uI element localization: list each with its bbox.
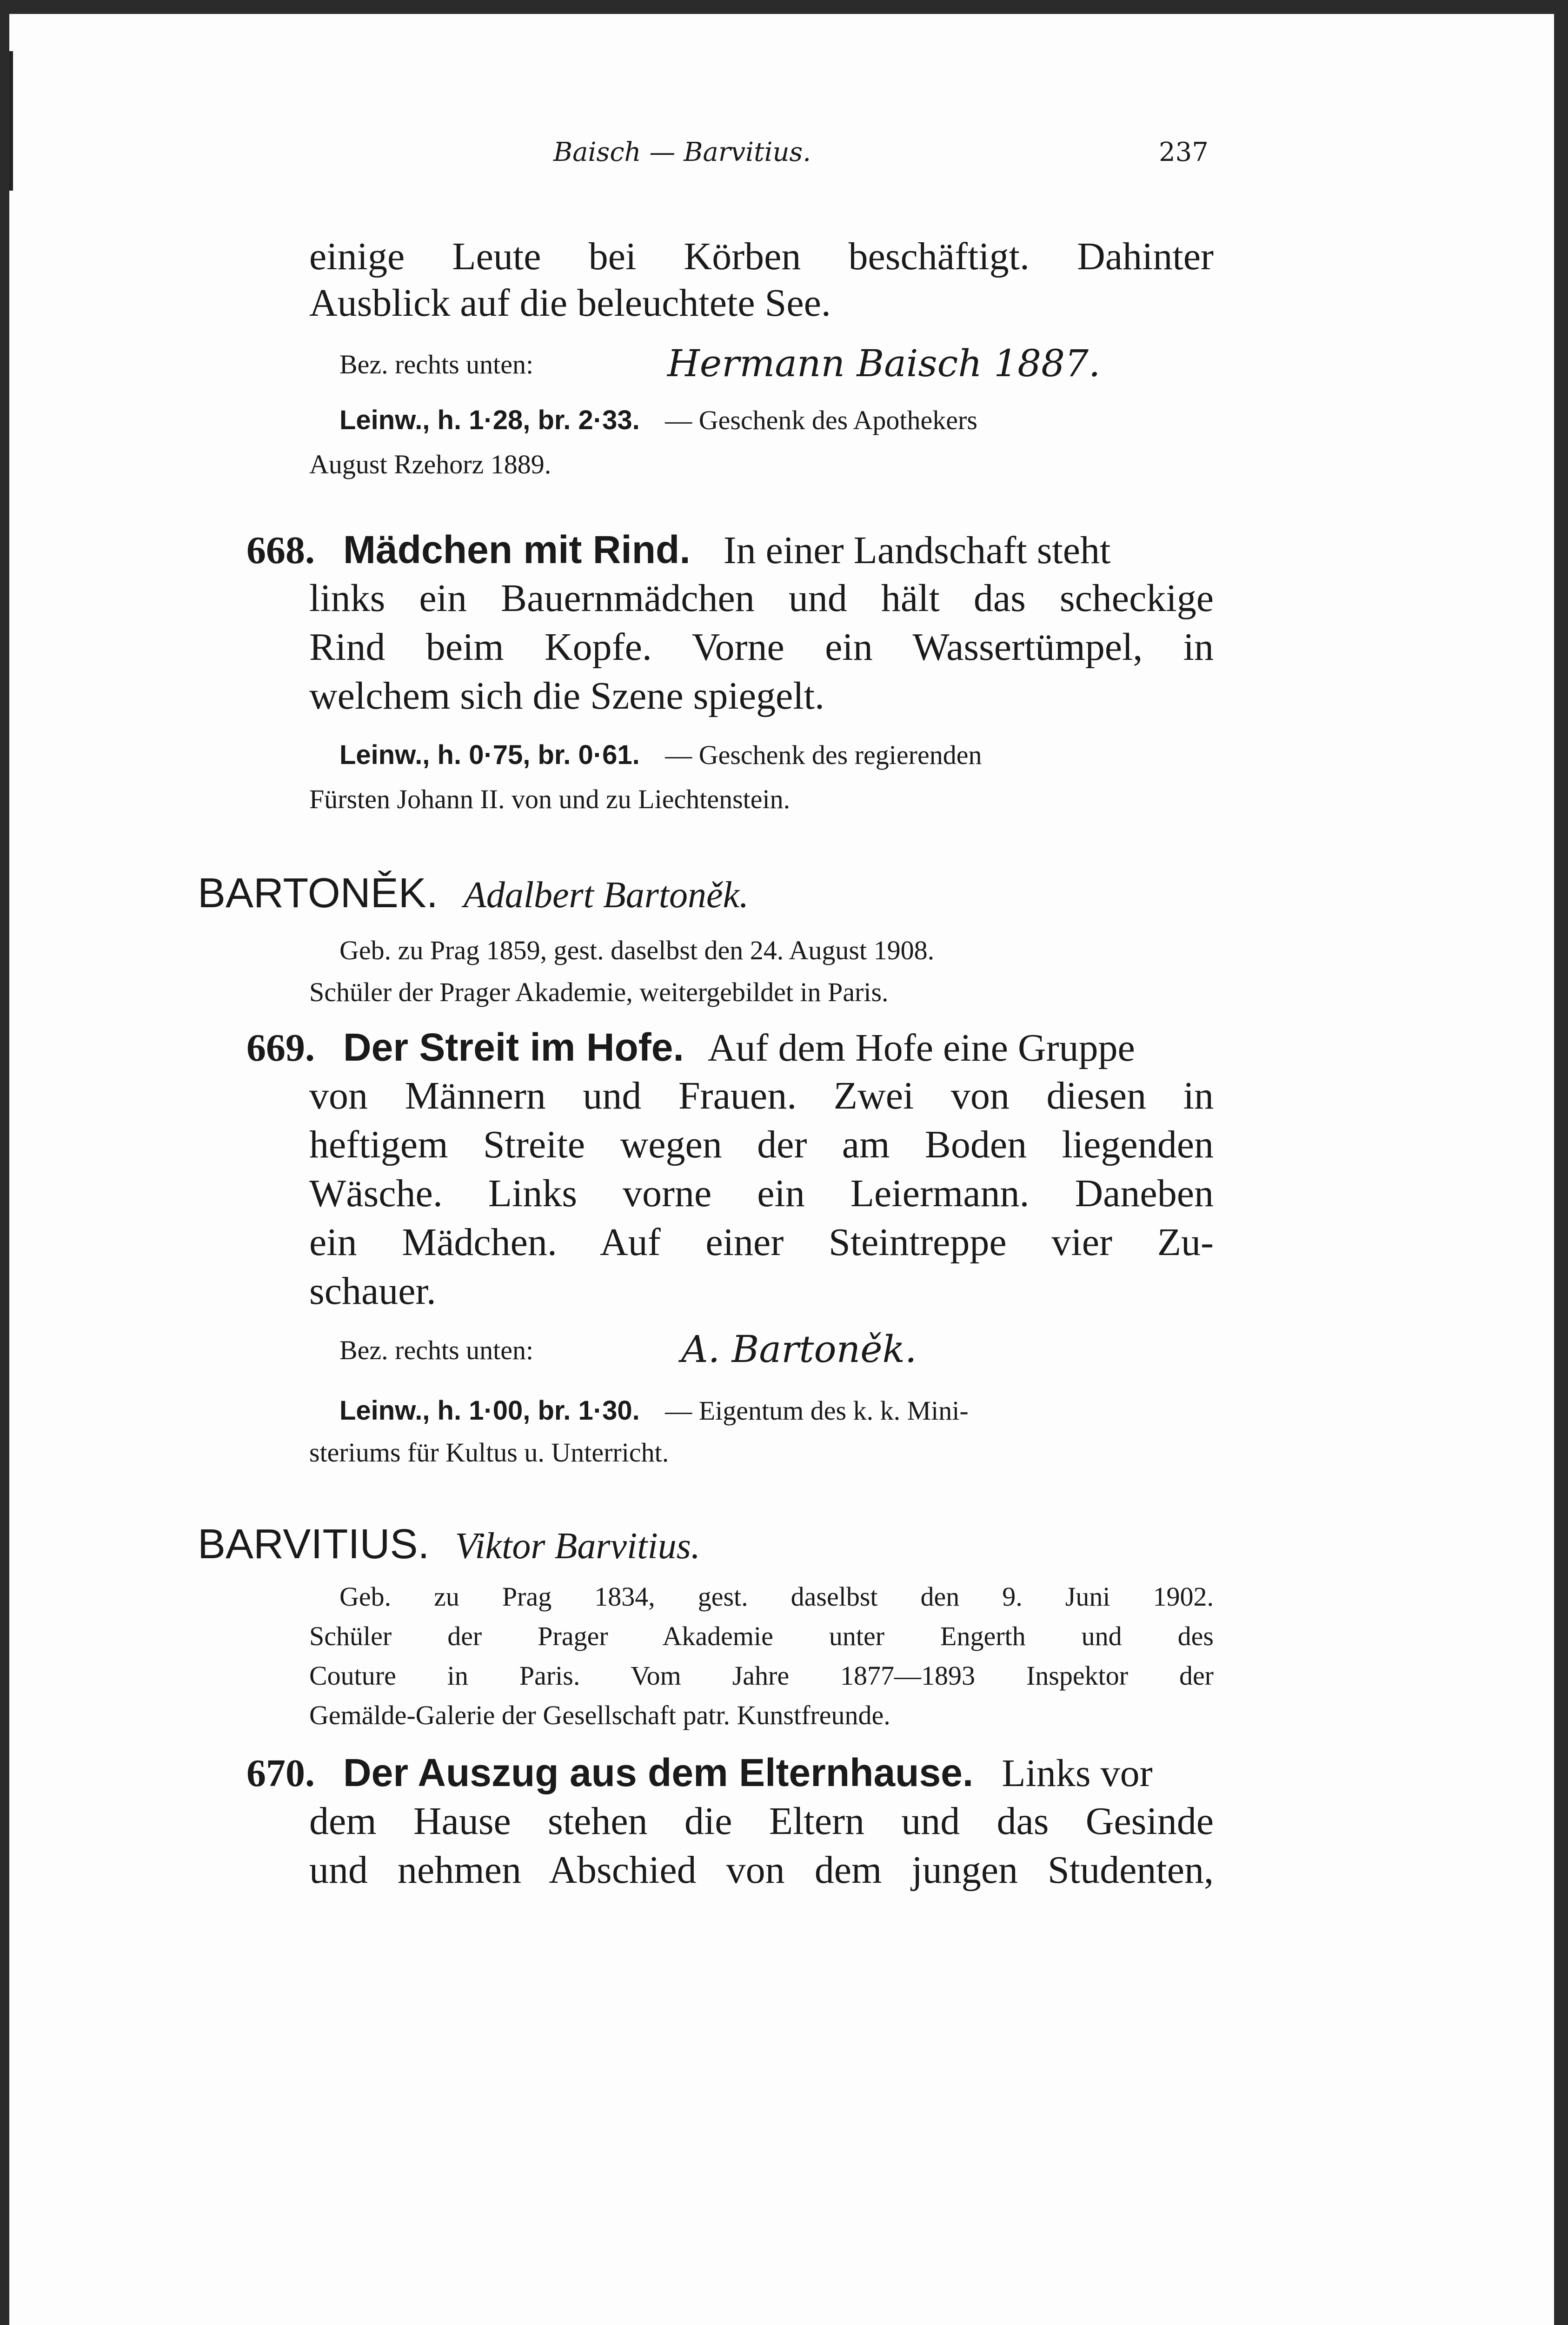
entry-title: Mädchen mit Rind. (343, 528, 691, 571)
entry-667-line-2: Ausblick auf die beleuchtete See. (309, 281, 831, 325)
entry-670-line-3: und nehmen Abschied von dem jungen Studenten, (309, 1848, 1214, 1892)
entry-669-provenance-line-2: steriums für Kultus u. Unterricht. (309, 1437, 669, 1468)
barvitius-bio-line-3: Couture in Paris. Vom Jahre 1877—1893 Inspektor der (309, 1661, 1214, 1691)
entry-669-provenance: — Eigentum des k. k. Mini- (665, 1395, 969, 1426)
entry-668-line-2: links ein Bauernmädchen und hält das scheckige (309, 577, 1214, 620)
entry-667-provenance-line-2: August Rzehorz 1889. (309, 449, 551, 479)
entry-668-dimensions: Leinw., h. 0·75, br. 0·61. (339, 740, 640, 770)
entry-667-signature-label: Bez. rechts unten: (339, 349, 534, 379)
entry-668-line-4: welchem sich die Szene spiegelt. (309, 674, 824, 717)
book-page (9, 14, 1554, 2325)
entry-669-details (339, 1395, 969, 1426)
entry-668-provenance-line-2: Fürsten Johann II. von und zu Liechtenstein. (309, 784, 791, 814)
header-title: Baisch — Barvitius. (553, 137, 811, 167)
entry-670-line-1 (246, 1753, 1153, 1793)
entry-title: Der Streit im Hofe. (343, 1025, 684, 1069)
entry-668-line-1 (246, 530, 1110, 570)
entry-668-details (339, 739, 982, 771)
entry-670-text-1: Links vor (1002, 1752, 1153, 1795)
entry-669-text-1: Auf dem Hofe eine Gruppe (707, 1026, 1135, 1070)
entry-title: Der Auszug aus dem Elternhause. (343, 1751, 974, 1794)
entry-number: 668. (246, 529, 315, 572)
entry-669-signature: A. Bartoněk. (681, 1328, 917, 1371)
entry-669-line-3: heftigem Streite wegen der am Boden liegenden (309, 1123, 1214, 1166)
artist-heading-bartonek (198, 870, 749, 917)
barvitius-bio-line-1: Geb. zu Prag 1834, gest. daselbst den 9. Juni 1902. (339, 1581, 1214, 1612)
entry-669-signature-label: Bez. rechts unten: (339, 1335, 534, 1365)
artist-name: BARTONĚK. (198, 870, 438, 917)
bartonek-bio-line-2: Schüler der Prager Akademie, weitergebildet in Paris. (309, 977, 889, 1007)
running-header (553, 137, 811, 167)
barvitius-bio-line-4: Gemälde-Galerie der Gesellschaft patr. Kunstfreunde. (309, 1700, 890, 1730)
entry-number: 669. (246, 1026, 315, 1070)
page-edge-mark (9, 51, 13, 191)
entry-667-provenance: — Geschenk des Apothekers (665, 405, 977, 435)
entry-669-line-5: ein Mädchen. Auf einer Steintreppe vier Zu- (309, 1221, 1214, 1264)
entry-667-line-1: einige Leute bei Körben beschäftigt. Dahinter (309, 235, 1214, 278)
entry-667-signature: Hermann Baisch 1887. (667, 342, 1101, 385)
entry-669-line-2: von Männern und Frauen. Zwei von diesen in (309, 1074, 1214, 1117)
bartonek-bio-line-1: Geb. zu Prag 1859, gest. daselbst den 24. August 1908. (339, 935, 935, 965)
entry-667-details (339, 405, 977, 436)
artist-full-name: Adalbert Bartoněk. (463, 875, 749, 916)
artist-name: BARVITIUS. (198, 1521, 430, 1568)
entry-669-dimensions: Leinw., h. 1·00, br. 1·30. (339, 1395, 640, 1426)
entry-669-line-4: Wäsche. Links vorne ein Leiermann. Daneben (309, 1172, 1214, 1215)
page-number: 237 (1159, 137, 1209, 167)
entry-number: 670. (246, 1752, 315, 1795)
barvitius-bio-line-2: Schüler der Prager Akademie unter Engerth und des (309, 1621, 1214, 1651)
artist-full-name: Viktor Barvitius. (455, 1526, 700, 1567)
entry-669-line-1 (246, 1025, 1135, 1070)
entry-670-line-2: dem Hause stehen die Eltern und das Gesinde (309, 1800, 1214, 1843)
entry-668-text-1: In einer Landschaft steht (723, 529, 1111, 572)
entry-668-provenance: — Geschenk des regierenden (665, 740, 982, 770)
entry-668-line-3: Rind beim Kopfe. Vorne ein Wassertümpel, in (309, 625, 1214, 669)
entry-669-line-6: schauer. (309, 1269, 436, 1313)
artist-heading-barvitius (198, 1521, 700, 1568)
entry-667-dimensions: Leinw., h. 1·28, br. 2·33. (339, 405, 640, 435)
